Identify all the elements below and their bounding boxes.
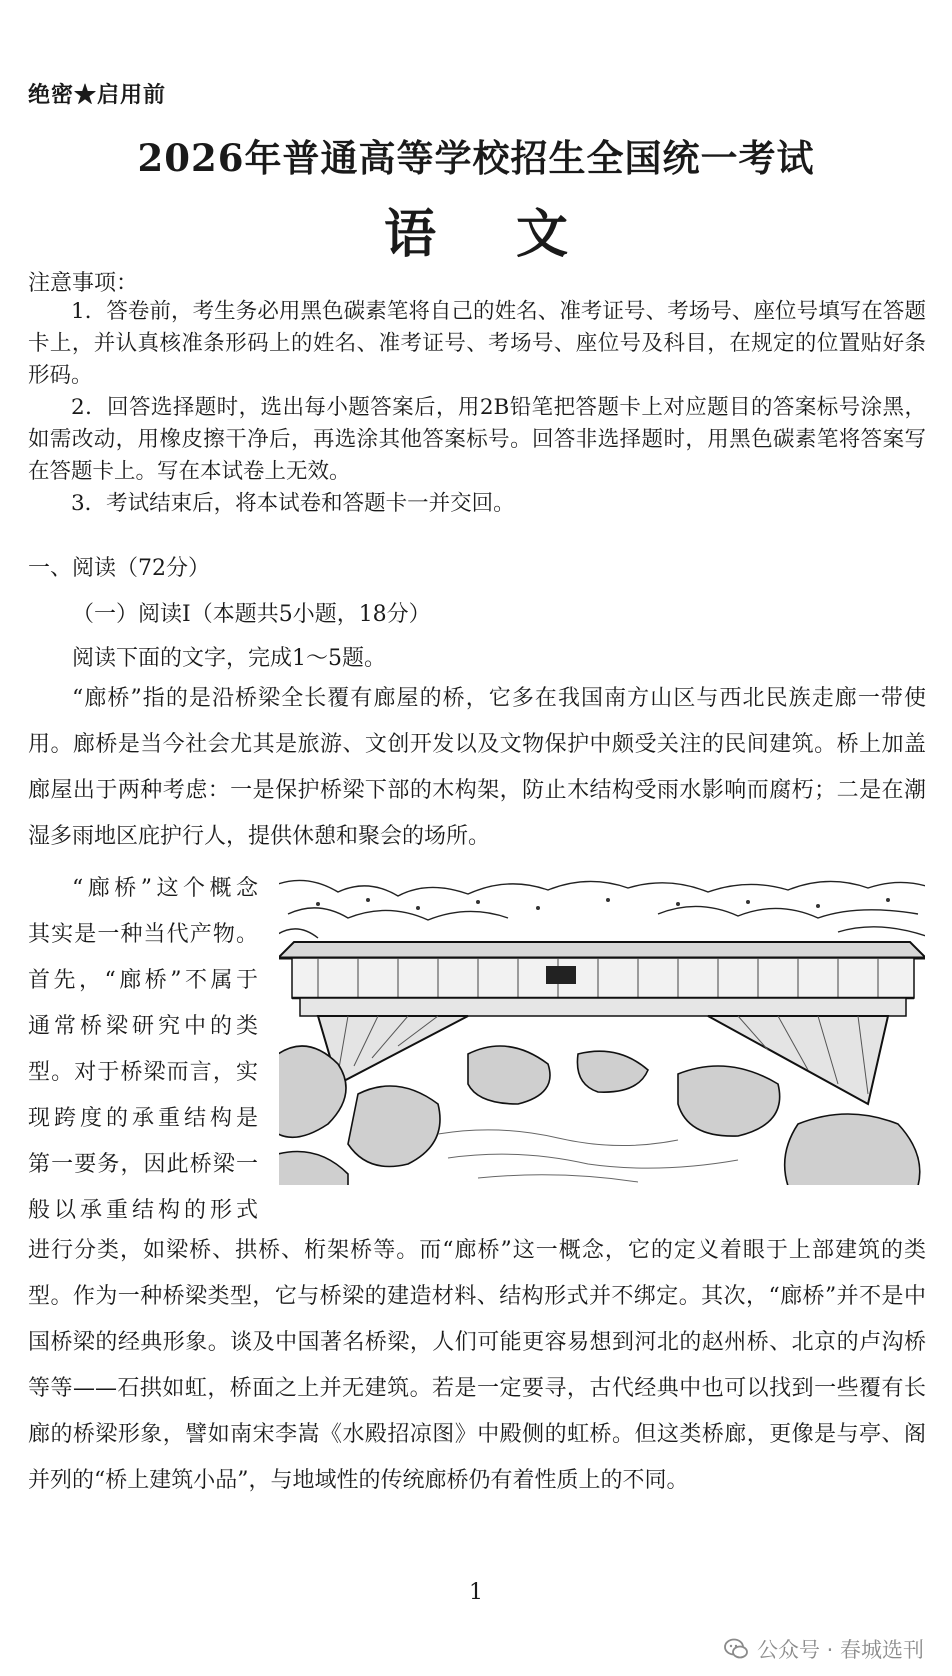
passage-line: 其实是一种当代产物。 <box>28 922 258 947</box>
notice-item: 1．答卷前，考生务必用黑色碳素笔将自己的姓名、准考证号、考场号、座位号填写在答题卡上，并认真核准条形码上的姓名、准考证号、考场号、座位号及科目，在规定的位置贴好条形码。 <box>28 299 926 388</box>
section-subheading: （一）阅读Ⅰ（本题共5小题，18分） <box>72 602 431 627</box>
confidential-label: 绝密★启用前 <box>28 82 167 108</box>
passage-line: 第一要务，因此桥梁一 <box>28 1152 258 1177</box>
covered-bridge-illustration <box>278 874 926 1186</box>
passage-line: 般以承重结构的形式 <box>28 1198 258 1223</box>
notice-item: 3．考试结束后，将本试卷和答题卡一并交回。 <box>71 491 515 516</box>
notice-heading: 注意事项： <box>28 271 139 296</box>
passage-line: 现跨度的承重结构是 <box>28 1106 258 1131</box>
wechat-icon <box>723 1636 749 1662</box>
passage-line: “廊桥”这个概念 <box>72 876 258 901</box>
exam-title: 2026年普通高等学校招生全国统一考试 <box>137 136 815 180</box>
notice-list <box>28 296 926 520</box>
reading-instruction: 阅读下面的文字，完成1～5题。 <box>72 646 386 671</box>
passage-paragraph-2-wrapped <box>28 866 258 1234</box>
passage-line: 通常桥梁研究中的类 <box>28 1014 258 1039</box>
notice-item: 2．回答选择题时，选出每小题答案后，用2B铅笔把答题卡上对应题目的答案标号涂黑，如需改动，用橡皮擦干净后，再选涂其他答案标号。回答非选择题时，用黑色碳素笔将答案写在答题卡上。写在本试卷上无效。 <box>28 395 926 484</box>
subject-title <box>0 192 952 267</box>
page-number: 1 <box>469 1580 483 1605</box>
passage-paragraph-1: “廊桥”指的是沿桥梁全长覆有廊屋的桥，它多在我国南方山区与西北民族走廊一带使用。廊桥是当今社会尤其是旅游、文创开发以及文物保护中颇受关注的民间建筑。桥上加盖廊屋出于两种考虑：一是保护桥梁下部的木构架，防止木结构受雨水影响而腐朽；二是在潮湿多雨地区庇护行人，提供休憩和聚会的场所。 <box>28 686 926 849</box>
subject-char: 语 <box>383 204 436 265</box>
passage-paragraph-2-continued: 进行分类，如梁桥、拱桥、桁架桥等。而“廊桥”这一概念，它的定义着眼于上部建筑的类型。作为一种桥梁类型，它与桥梁的建造材料、结构形式并不绑定。其次，“廊桥”并不是中国桥梁的经典形象。谈及中国著名桥梁，人们可能更容易想到河北的赵州桥、北京的卢沟桥等等——石拱如虹，桥面之上并无建筑。若是一定要寻，古代经典中也可以找到一些覆有长廊的桥梁形象，譬如南宋李嵩《水殿招凉图》中殿侧的虹桥。但这类桥廊，更像是与亭、阁并列的“桥上建筑小品”，与地域性的传统廊桥仍有着性质上的不同。 <box>28 1238 926 1493</box>
subject-char: 文 <box>516 204 569 265</box>
passage-line: 型。对于桥梁而言，实 <box>28 1060 258 1085</box>
watermark-text: 公众号 · 春城选刊 <box>756 1638 924 1662</box>
section-heading: 一、阅读（72分） <box>28 556 210 581</box>
watermark <box>723 1634 924 1664</box>
passage-line: 首先，“廊桥”不属于 <box>28 968 258 993</box>
